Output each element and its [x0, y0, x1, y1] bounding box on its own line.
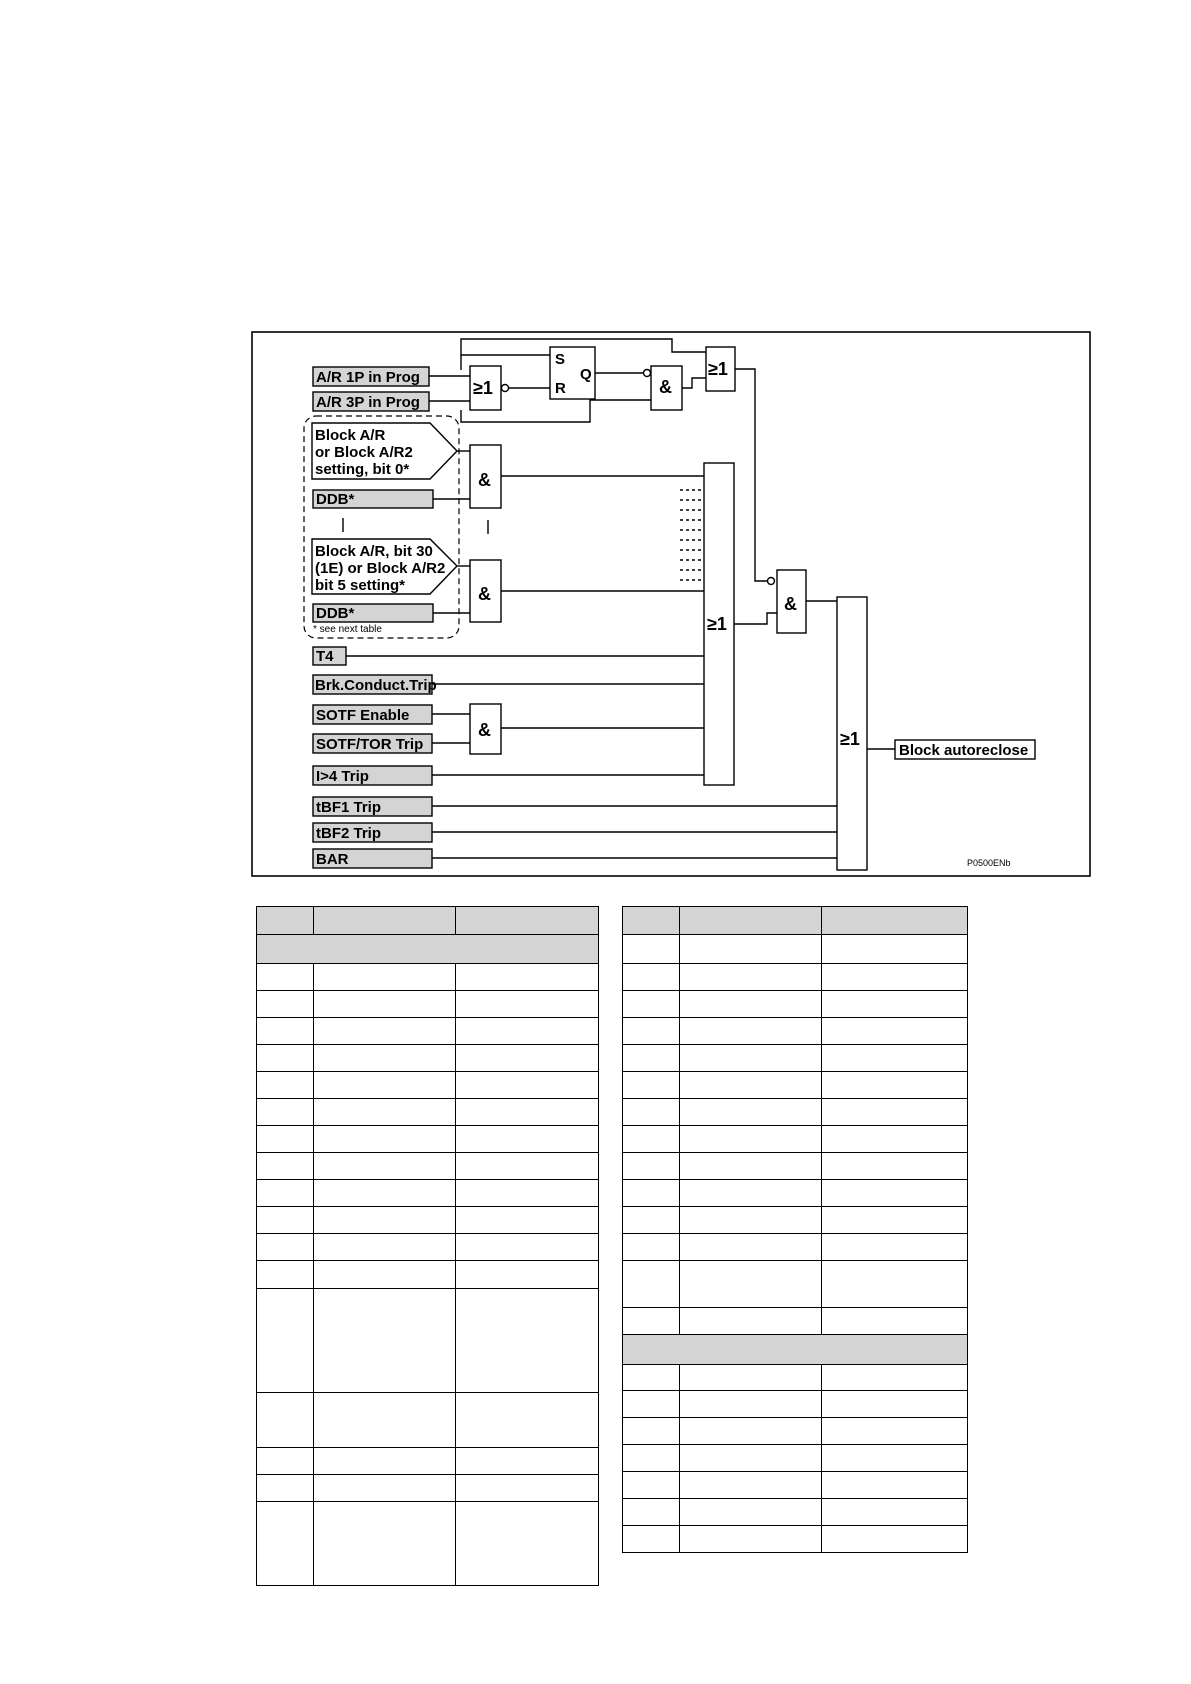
svg-text:SOTF Enable: SOTF Enable [316, 707, 410, 724]
input-bar [313, 849, 432, 868]
output-block-autoreclose [895, 740, 1035, 759]
svg-text:DDB*: DDB* [316, 491, 355, 508]
input-sotf-enable [313, 705, 432, 724]
svg-text:&: & [478, 720, 491, 740]
left-table [256, 906, 599, 1586]
svg-text:R: R [555, 380, 566, 397]
svg-text:Block A/R, bit 30: Block A/R, bit 30 [315, 543, 433, 560]
svg-text:BAR: BAR [316, 851, 349, 868]
svg-text:S: S [555, 351, 566, 368]
or-gate-top [706, 347, 735, 391]
table-section-band [623, 1335, 968, 1365]
svg-text:&: & [784, 594, 797, 614]
and-gate-q [651, 366, 682, 410]
input-ddb-2 [313, 604, 433, 622]
svg-text:T4: T4 [316, 648, 334, 665]
svg-text:bit 5 setting*: bit 5 setting* [315, 577, 406, 594]
svg-text:&: & [478, 470, 491, 490]
input-ddb-1 [313, 490, 433, 508]
svg-text:tBF1 Trip: tBF1 Trip [316, 799, 382, 816]
input-ar-3p [313, 392, 429, 411]
input-sotf-tor-trip [313, 734, 432, 753]
input-ar-1p [313, 367, 429, 386]
svg-text:Brk.Conduct.Trip: Brk.Conduct.Trip [315, 677, 437, 694]
svg-text:Block autoreclose: Block autoreclose [899, 742, 1029, 759]
svg-text:&: & [478, 584, 491, 604]
input-t4 [313, 647, 346, 665]
sr-flip-flop [550, 347, 595, 399]
svg-text:setting, bit 0*: setting, bit 0* [315, 461, 410, 478]
or-gate-main-stub-inputs [680, 490, 704, 580]
right-table [622, 906, 968, 1553]
and-gate-right [777, 570, 806, 633]
input-block-ar-bit30-setting [312, 539, 457, 594]
figure-reference: P0500ENb [967, 858, 1011, 868]
or-gate-main [704, 463, 734, 785]
svg-text:Block A/R: Block A/R [315, 427, 386, 444]
svg-text:DDB*: DDB* [316, 605, 355, 622]
input-i4-trip [313, 766, 432, 785]
and-gate-sotf [470, 704, 501, 754]
and-gate-block-ar [470, 445, 501, 508]
and-gate-block-ar-bit30 [470, 560, 501, 622]
svg-text:A/R 1P in Prog: A/R 1P in Prog [316, 369, 420, 386]
table-section-band [257, 935, 599, 964]
svg-text:A/R 3P in Prog: A/R 3P in Prog [316, 394, 420, 411]
svg-text:tBF2 Trip: tBF2 Trip [316, 825, 382, 842]
svg-text:I>4 Trip: I>4 Trip [316, 768, 369, 785]
svg-text:≥1: ≥1 [473, 378, 493, 398]
svg-text:SOTF/TOR Trip: SOTF/TOR Trip [316, 736, 424, 753]
svg-text:&: & [659, 377, 672, 397]
svg-text:≥1: ≥1 [707, 614, 727, 634]
input-tbf2-trip [313, 823, 432, 842]
svg-text:Q: Q [580, 366, 592, 383]
or-gate-final [837, 597, 867, 870]
svg-text:or Block A/R2: or Block A/R2 [315, 444, 413, 461]
svg-text:≥1: ≥1 [708, 359, 728, 379]
input-brk-conduct-trip [313, 675, 437, 694]
svg-text:(1E) or Block A/R2: (1E) or Block A/R2 [315, 560, 446, 577]
input-tbf1-trip [313, 797, 432, 816]
see-next-table-note: * see next table [313, 624, 382, 635]
input-block-ar-setting [312, 423, 457, 479]
or-gate-ar-in-prog [470, 366, 501, 410]
svg-text:≥1: ≥1 [840, 729, 860, 749]
